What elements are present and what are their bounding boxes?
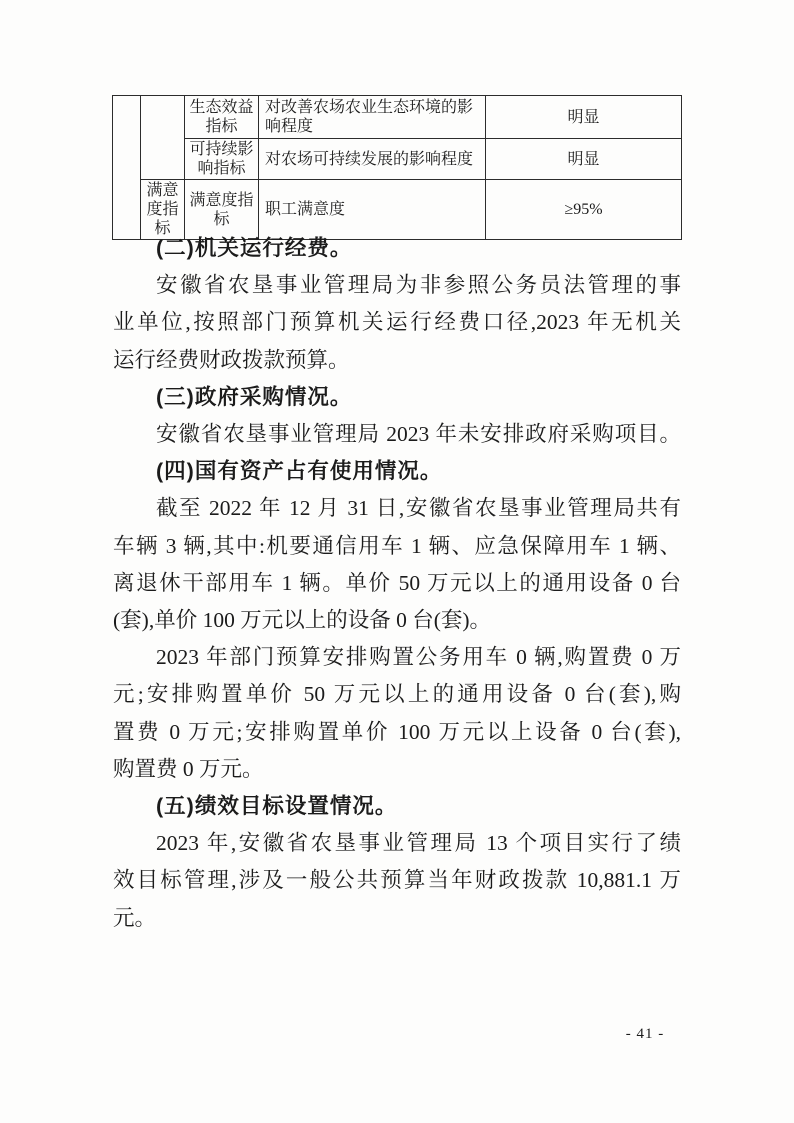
- section-heading: (四)国有资产占有使用情况。: [156, 459, 443, 484]
- table-cell-indicator-group: 可持续影响指标: [185, 139, 259, 180]
- table-cell-value: ≥95%: [486, 180, 682, 240]
- paragraph-line: 离退休干部用车 1 辆。单价 50 万元以上的通用设备 0 台: [113, 570, 681, 595]
- paragraph-line: 车辆 3 辆,其中:机要通信用车 1 辆、应急保障用车 1 辆、: [113, 533, 681, 558]
- section-heading: (五)绩效目标设置情况。: [156, 794, 398, 819]
- table-cell-empty-category: [141, 96, 185, 180]
- table-cell-indicator-group: 生态效益指标: [185, 96, 259, 139]
- paragraph-line: (套),单价 100 万元以上的设备 0 台(套)。: [113, 608, 492, 633]
- table-cell-value: 明显: [486, 139, 682, 180]
- paragraph-line: 安徽省农垦事业管理局为非参照公务员法管理的事: [156, 273, 681, 298]
- paragraph-line: 元;安排购置单价 50 万元以上的通用设备 0 台(套),购: [113, 682, 681, 707]
- paragraph-line: 截至 2022 年 12 月 31 日,安徽省农垦事业管理局共有: [156, 496, 681, 521]
- table-cell-indicator: 对改善农场农业生态环境的影响程度: [259, 96, 486, 139]
- table-cell-category: 满意度指标: [141, 180, 185, 240]
- table-cell-empty-spacer: [113, 96, 141, 240]
- section-heading: (二)机关运行经费。: [156, 236, 353, 260]
- table-row: [113, 139, 682, 180]
- table-cell-value: 明显: [486, 96, 682, 139]
- paragraph-line: 置费 0 万元;安排购置单价 100 万元以上设备 0 台(套),: [113, 719, 681, 744]
- paragraph-line: 购置费 0 万元。: [113, 756, 264, 781]
- paragraph-line: 业单位,按照部门预算机关运行经费口径,2023 年无机关: [113, 310, 681, 335]
- paragraph-line: 元。: [113, 905, 157, 930]
- table-row: [113, 96, 682, 139]
- performance-indicator-table: [112, 95, 682, 240]
- paragraph-line: 运行经费财政拨款预算。: [113, 347, 350, 372]
- table-cell-indicator: 职工满意度: [259, 180, 486, 240]
- table-cell-indicator-group: 满意度指标: [185, 180, 259, 240]
- paragraph-line: 2023 年,安徽省农垦事业管理局 13 个项目实行了绩: [156, 831, 681, 856]
- paragraph-line: 2023 年部门预算安排购置公务用车 0 辆,购置费 0 万: [156, 645, 681, 670]
- table-cell-indicator: 对农场可持续发展的影响程度: [259, 139, 486, 180]
- paragraph-line: 安徽省农垦事业管理局 2023 年未安排政府采购项目。: [156, 422, 681, 447]
- paragraph-line: 效目标管理,涉及一般公共预算当年财政拨款 10,881.1 万: [113, 868, 681, 893]
- content-sections: [113, 230, 681, 937]
- section-heading: (三)政府采购情况。: [156, 384, 353, 409]
- page-number: - 41 -: [625, 1026, 665, 1042]
